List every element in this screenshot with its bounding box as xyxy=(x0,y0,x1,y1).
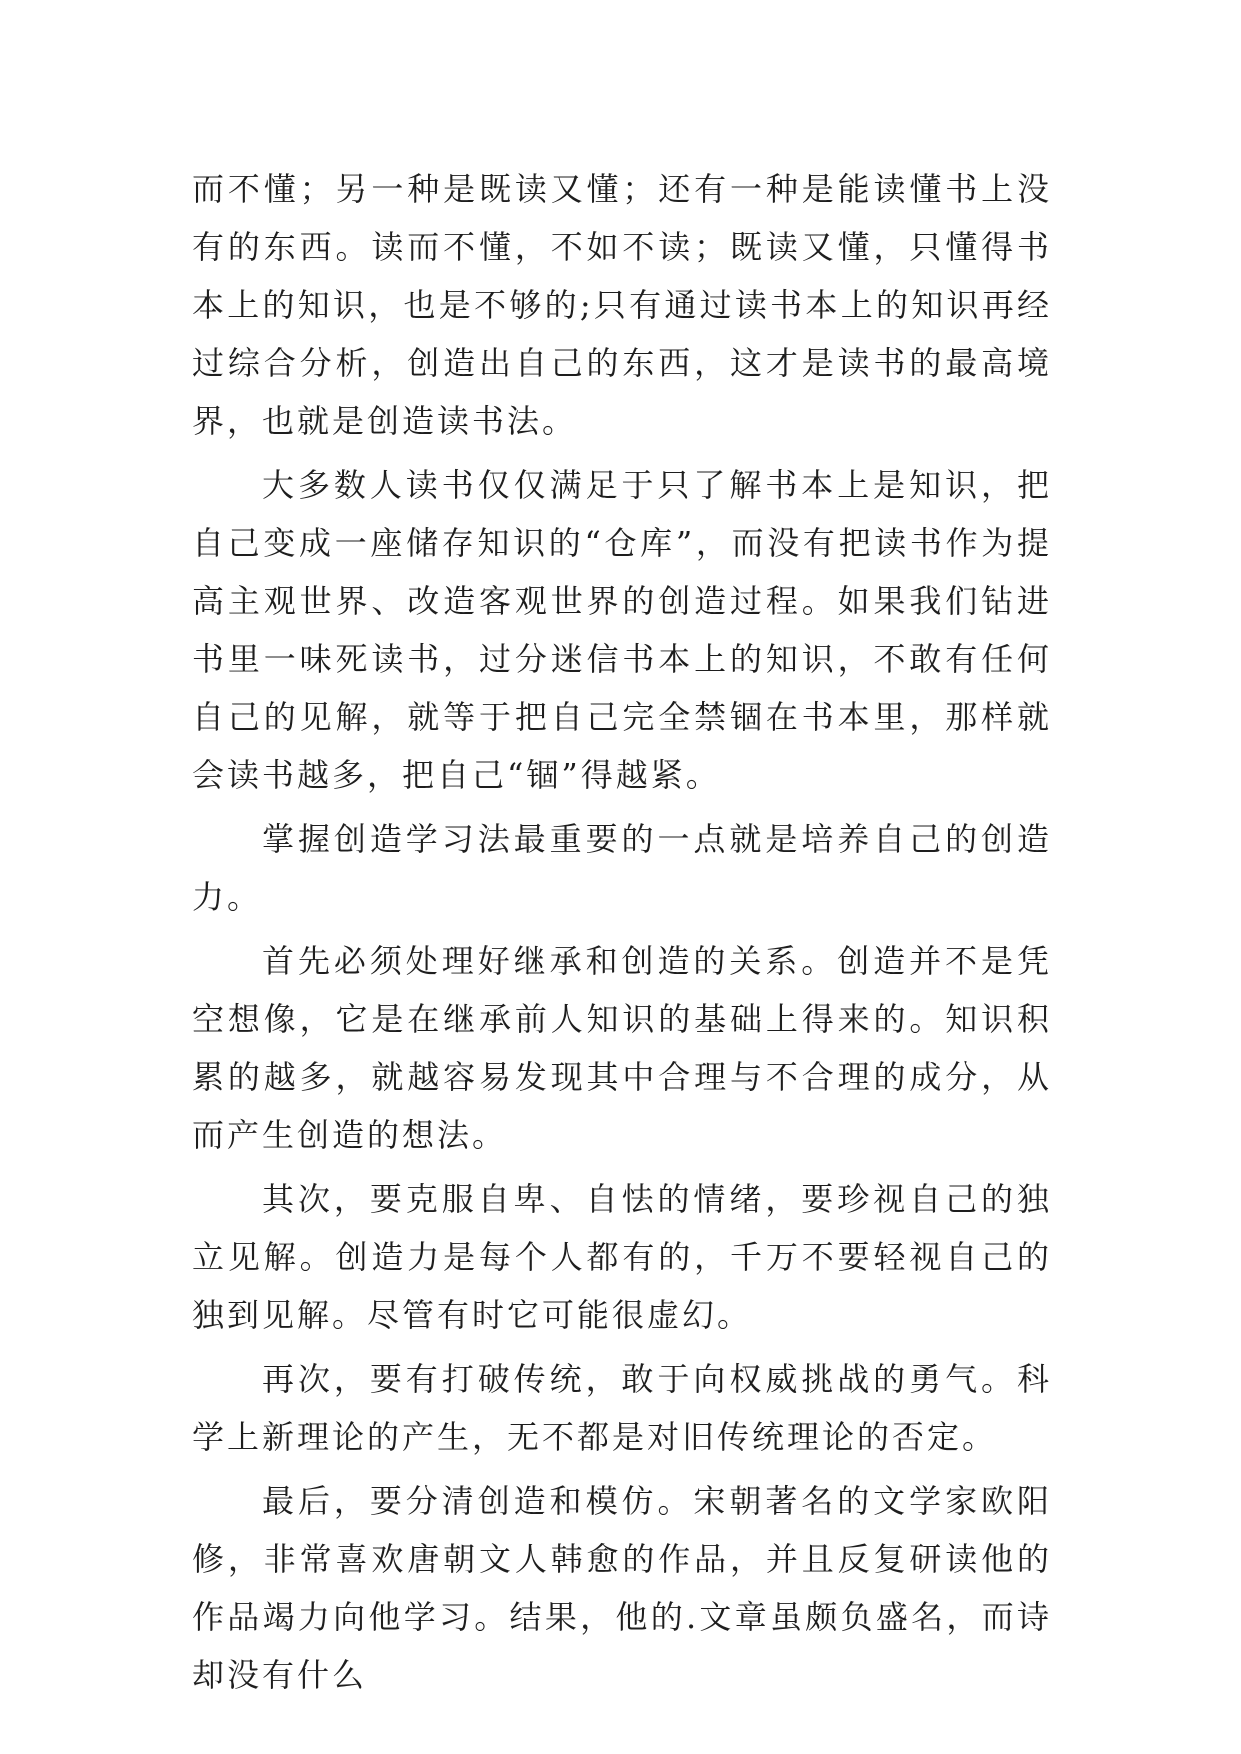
paragraph-third-courage: 再次，要有打破传统，敢于向权威挑战的勇气。科学上新理论的产生，无不都是对旧传统理论的否定。 xyxy=(192,1360,1052,1456)
paragraph-continued: 而不懂；另一种是既读又懂；还有一种是能读懂书上没有的东西。读而不懂，不如不读；既读又懂，只懂得书本上的知识，也是不够的;只有通过读书本上的知识再经过综合分析，创造出自己的东西，这才是读书的最高境界，也就是创造读书法。 xyxy=(192,170,1052,440)
paragraph-second-confidence: 其次，要克服自卑、自怯的情绪，要珍视自己的独立见解。创造力是每个人都有的，千万不要轻视自己的独到见解。尽管有时它可能很虚幻。 xyxy=(192,1180,1052,1334)
document-body xyxy=(192,160,1052,1710)
paragraph-first-inherit: 首先必须处理好继承和创造的关系。创造并不是凭空想像，它是在继承前人知识的基础上得来的。知识积累的越多，就越容易发现其中合理与不合理的成分，从而产生创造的想法。 xyxy=(192,942,1052,1154)
paragraph-creativity-key: 掌握创造学习法最重要的一点就是培养自己的创造力。 xyxy=(192,820,1052,916)
paragraph-last-imitation: 最后，要分清创造和模仿。宋朝著名的文学家欧阳修，非常喜欢唐朝文人韩愈的作品，并且反复研读他的作品竭力向他学习。结果，他的.文章虽颇负盛名，而诗却没有什么 xyxy=(192,1482,1052,1694)
paragraph-knowledge-warehouse: 大多数人读书仅仅满足于只了解书本上是知识，把自己变成一座储存知识的“仓库”，而没有把读书作为提高主观世界、改造客观世界的创造过程。如果我们钻进书里一味死读书，过分迷信书本上的知识，不敢有任何自己的见解，就等于把自己完全禁锢在书本里，那样就会读书越多，把自己“锢”得越紧。 xyxy=(192,466,1052,794)
